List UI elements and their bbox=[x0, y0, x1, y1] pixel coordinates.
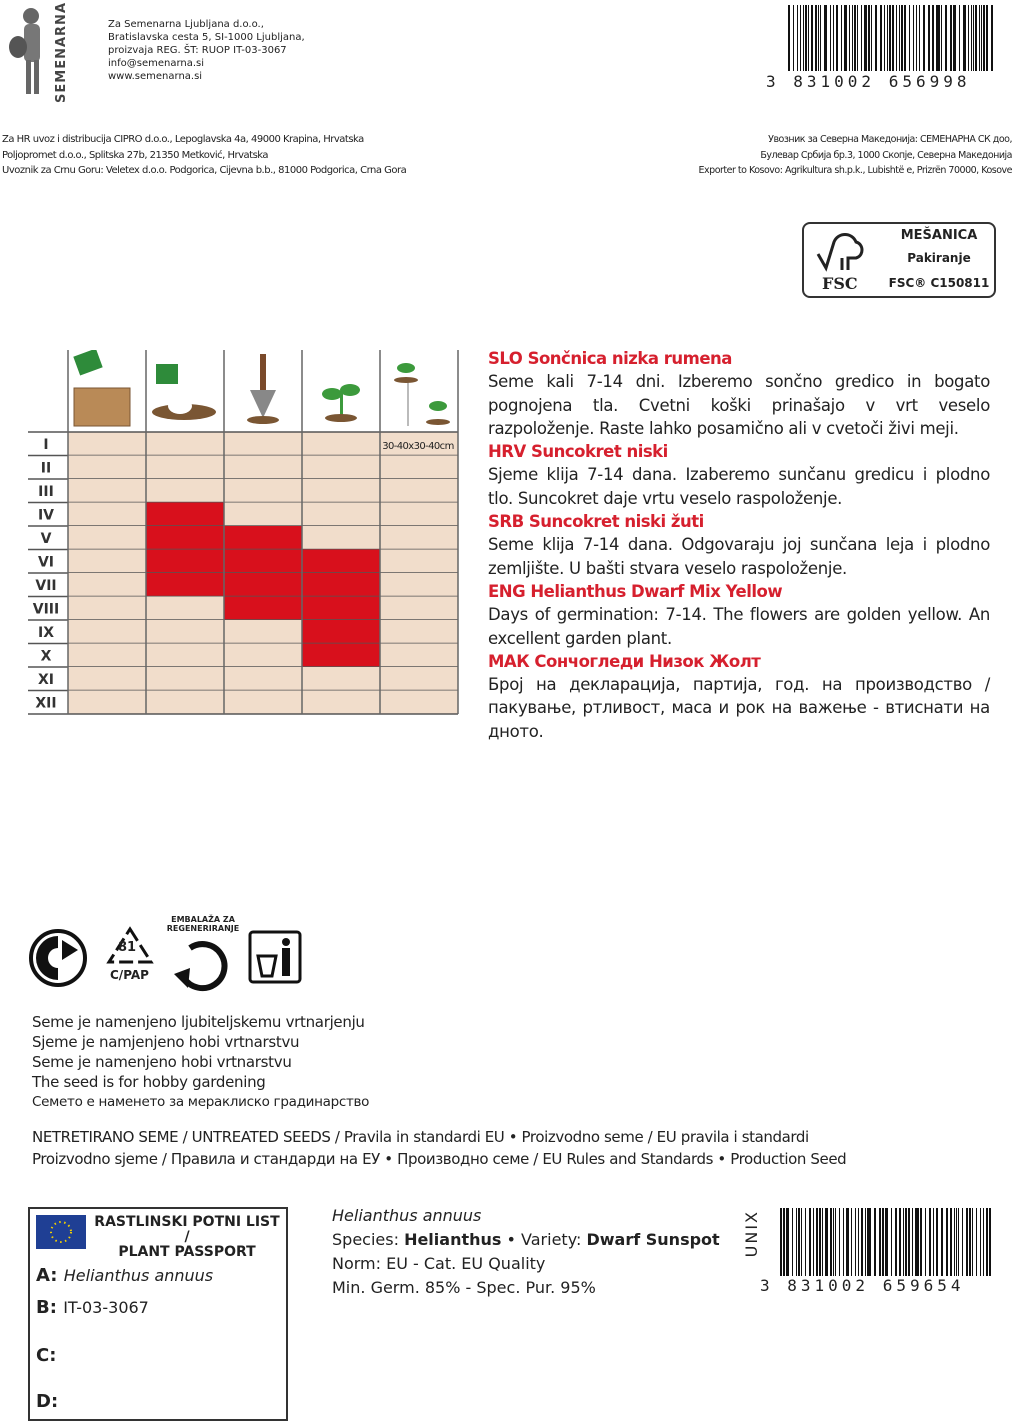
barcode-bar bbox=[899, 1208, 901, 1276]
distributor: Za HR uvoz i distribucija CIPRO d.o.o., Lepoglavska 4a, 49000 Krapina, Hrvatska bbox=[2, 134, 364, 145]
barcode-bar bbox=[818, 5, 820, 71]
email: info@semenarna.si bbox=[108, 58, 205, 69]
barcode-bar bbox=[800, 5, 801, 71]
barcode-bar bbox=[865, 1208, 866, 1276]
lang-text-slo: Seme kali 7-14 dni. Izberemo sončno gredico in bogato pognojena tla. Cvetni koški prinašajo v vrt veselo razpoloženje. Raste lahko posamično ali v cvetoči živi meji. bbox=[488, 372, 990, 438]
barcode-bar bbox=[891, 1208, 893, 1276]
barcode-bar bbox=[815, 5, 817, 71]
label: B: bbox=[36, 1297, 57, 1318]
lang-text-hrv: Sjeme klija 7-14 dana. Izaberemo sunčanu gredicu i plodno tlo. Suncokret daje vrtu veselo raspoloženje. bbox=[488, 465, 990, 508]
barcode-bar bbox=[813, 1208, 814, 1276]
barcode-bar bbox=[875, 5, 877, 71]
passport-b bbox=[36, 1297, 149, 1318]
passport-d: D: bbox=[36, 1391, 59, 1412]
barcode-bar bbox=[887, 5, 889, 71]
calendar-cell bbox=[302, 526, 380, 550]
lang-title-slo: SLO Sončnica nizka rumena bbox=[488, 349, 732, 368]
barcode-bar bbox=[941, 1208, 943, 1276]
seedling-icon bbox=[322, 388, 342, 400]
calendar-cell bbox=[302, 479, 380, 503]
embalaza-label: EMBALAŽA ZA REGENERIRANJE bbox=[166, 915, 240, 933]
company-address bbox=[108, 18, 305, 83]
barcode-bar bbox=[849, 5, 850, 71]
fsc-line1: MEŠANICA bbox=[900, 228, 978, 243]
plant-passport bbox=[28, 1207, 288, 1421]
barcode-bar bbox=[959, 5, 961, 71]
label: A: bbox=[36, 1265, 58, 1286]
barcode-bar bbox=[958, 1208, 959, 1276]
barcode-bar bbox=[892, 5, 894, 71]
website: www.semenarna.si bbox=[108, 71, 203, 82]
calendar-cell bbox=[68, 667, 146, 691]
barcode-bar bbox=[916, 1208, 918, 1276]
lang-title-eng: ENG Helianthus Dwarf Mix Yellow bbox=[488, 581, 783, 601]
barcode-bar bbox=[846, 1208, 848, 1276]
barcode-bar bbox=[867, 1208, 868, 1276]
barcode-bottom bbox=[780, 1208, 992, 1276]
brand-name: SEMENARNA bbox=[54, 2, 69, 103]
barcode-bar bbox=[968, 5, 970, 71]
species-variety bbox=[332, 1228, 720, 1252]
trowel-icon bbox=[247, 416, 279, 424]
barcode-bar bbox=[946, 1208, 948, 1276]
calendar-cell bbox=[68, 597, 146, 621]
calendar-cell-active bbox=[146, 526, 224, 550]
trowel-icon bbox=[260, 354, 266, 390]
calendar-cell bbox=[302, 456, 380, 480]
barcode-bar bbox=[925, 1208, 926, 1276]
calendar-cell bbox=[146, 667, 224, 691]
spacing-label: 30-40x30-40cm bbox=[382, 441, 454, 452]
distributor: Булевар Србија бр.3, 1000 Скопје, Северна Македонија bbox=[760, 149, 1012, 161]
calendar-cell bbox=[380, 597, 458, 621]
barcode-bar bbox=[880, 5, 882, 71]
barcode-bar bbox=[933, 1208, 934, 1276]
plant-spacing-icon bbox=[397, 363, 415, 373]
barcode-bar bbox=[841, 5, 842, 71]
hobby-line: Seme je namenjeno ljubiteljskemu vrtnarjenju bbox=[32, 1013, 365, 1031]
barcode-bar bbox=[991, 5, 993, 71]
passport-a bbox=[36, 1265, 213, 1286]
barcode-bar bbox=[889, 5, 891, 71]
barcode-bar bbox=[979, 5, 980, 71]
calendar-cell bbox=[68, 550, 146, 574]
passport-c: C: bbox=[36, 1345, 57, 1366]
label: Species: bbox=[332, 1230, 399, 1249]
barcode-bar bbox=[792, 1208, 794, 1276]
barcode-bar bbox=[937, 5, 939, 71]
barcode-bar bbox=[896, 5, 897, 71]
distributor: Poljopromet d.o.o., Splitska 27b, 21350 Metković, Hrvatska bbox=[2, 149, 269, 161]
barcode-bar bbox=[833, 1208, 834, 1276]
barcode-bar bbox=[854, 5, 856, 71]
barcode-bar bbox=[920, 1208, 922, 1276]
barcode-bar bbox=[857, 5, 858, 71]
calendar-cell bbox=[68, 503, 146, 527]
lang-title-srb: SRB Suncokret niski žuti bbox=[488, 512, 704, 532]
barcode-bar bbox=[824, 5, 826, 71]
barcode-bar bbox=[972, 1208, 973, 1276]
passport-title-line: RASTLINSKI POTNI LIST / bbox=[94, 1214, 280, 1245]
sowing-seed-packet-icon bbox=[156, 364, 178, 384]
hobby-notice bbox=[32, 1012, 369, 1112]
barcode-bar bbox=[975, 5, 977, 71]
barcode-bar bbox=[809, 1208, 811, 1276]
barcode-bar bbox=[986, 1208, 988, 1276]
month-label: IX bbox=[37, 625, 55, 641]
barcode-bar bbox=[976, 1208, 978, 1276]
seed-standards bbox=[32, 1127, 846, 1170]
barcode-bar bbox=[950, 5, 952, 71]
barcode-bar bbox=[852, 5, 854, 71]
value: Helianthus annuus bbox=[63, 1266, 214, 1285]
lang-title-hrv: HRV Suncokret niski bbox=[488, 442, 668, 462]
barcode-bar bbox=[899, 5, 900, 71]
calendar-cell-active bbox=[302, 644, 380, 668]
month-label: X bbox=[40, 648, 52, 665]
calendar-cell bbox=[224, 479, 302, 503]
calendar-cell-active bbox=[302, 573, 380, 597]
sowing-seed-packet-icon bbox=[168, 398, 192, 414]
month-label: XI bbox=[37, 672, 55, 688]
month-label: I bbox=[43, 437, 49, 453]
seedling-icon bbox=[325, 414, 357, 422]
hobby-line: Sjeme je namjenjeno hobi vrtnarstvu bbox=[32, 1033, 300, 1051]
barcode-bar bbox=[858, 1208, 859, 1276]
calendar-cell bbox=[224, 644, 302, 668]
seedling-icon bbox=[340, 392, 343, 416]
calendar-cell bbox=[68, 620, 146, 644]
barcode-bar bbox=[864, 5, 866, 71]
distributors-left bbox=[2, 132, 406, 179]
calendar-cell bbox=[224, 691, 302, 715]
address-line: proizvaja REG. ŠT: RUOP IT-03-3067 bbox=[108, 45, 287, 56]
barcode-bar bbox=[884, 5, 885, 71]
barcode-bar bbox=[941, 5, 942, 71]
barcode-bar bbox=[908, 1208, 910, 1276]
plant-spacing-icon bbox=[426, 419, 450, 425]
germination: Min. Germ. 85% - Spec. Pur. 95% bbox=[332, 1278, 596, 1297]
barcode-bar bbox=[989, 1208, 991, 1276]
calendar-cell bbox=[68, 456, 146, 480]
calendar-cell bbox=[68, 432, 146, 456]
calendar-cell bbox=[224, 503, 302, 527]
calendar-cell bbox=[380, 644, 458, 668]
barcode-bar bbox=[905, 1208, 907, 1276]
calendar-cell-active bbox=[302, 550, 380, 574]
barcode-bar bbox=[820, 5, 821, 71]
calendar-cell bbox=[302, 432, 380, 456]
month-label: IV bbox=[37, 507, 55, 524]
month-label: VIII bbox=[32, 601, 60, 618]
barcode-bar bbox=[796, 1208, 797, 1276]
plant-spacing-icon bbox=[429, 401, 447, 411]
barcode-bottom-number: 3 831002 659654 bbox=[760, 1276, 965, 1295]
barcode-bar bbox=[851, 1208, 852, 1276]
barcode-bar bbox=[936, 5, 937, 71]
barcode-bar bbox=[830, 5, 832, 71]
eu-flag-icon bbox=[36, 1215, 86, 1249]
calendar-cell bbox=[224, 667, 302, 691]
pap-code: 81 bbox=[118, 940, 137, 955]
calendar-cell bbox=[146, 644, 224, 668]
barcode-bar bbox=[912, 1208, 913, 1276]
calendar-cell bbox=[68, 691, 146, 715]
barcode-bar bbox=[805, 1208, 806, 1276]
barcode-bar bbox=[833, 5, 834, 71]
address-line: Bratislavska cesta 5, SI-1000 Ljubljana, bbox=[108, 32, 305, 43]
description-texts bbox=[488, 347, 990, 743]
latin-name: Helianthus annuus bbox=[332, 1206, 482, 1225]
barcode-bar bbox=[839, 1208, 840, 1276]
lang-text-srb: Seme klija 7-14 dana. Odgovaraju joj sunčana leja i plodno zemljište. U bašti stvara veselo raspoloženje. bbox=[488, 535, 990, 578]
barcode-bar bbox=[874, 1208, 876, 1276]
barcode-bar bbox=[973, 5, 974, 71]
barcode-bar bbox=[936, 1208, 938, 1276]
lang-title-mak: МАК Сончогледи Низок Жолт bbox=[488, 651, 761, 671]
calendar-cell-active bbox=[224, 550, 302, 574]
variety: Dwarf Sunspot bbox=[586, 1230, 720, 1249]
calendar-cell bbox=[380, 456, 458, 480]
barcode-bar bbox=[793, 5, 795, 71]
barcode-bar bbox=[950, 1208, 952, 1276]
barcode-bar bbox=[983, 5, 985, 71]
seed-info bbox=[332, 1204, 720, 1300]
calendar-cell bbox=[146, 456, 224, 480]
calendar-cell bbox=[68, 479, 146, 503]
barcode-bar bbox=[819, 1208, 821, 1276]
barcode-bar bbox=[808, 5, 809, 71]
barcode-bar bbox=[913, 5, 915, 71]
month-label: II bbox=[40, 460, 52, 477]
regeneration-arrow-icon bbox=[170, 938, 230, 994]
barcode-bar bbox=[969, 1208, 971, 1276]
calendar-cell-active bbox=[224, 573, 302, 597]
barcode-bar bbox=[783, 1208, 785, 1276]
calendar-cell bbox=[68, 526, 146, 550]
barcode-bar bbox=[855, 1208, 856, 1276]
calendar-cell bbox=[68, 573, 146, 597]
calendar-cell bbox=[68, 644, 146, 668]
barcode-bar bbox=[956, 1208, 957, 1276]
standards-line: NETRETIRANO SEME / UNTREATED SEEDS / Pravila in standardi EU • Proizvodno seme / EU pravila i standardi bbox=[32, 1128, 809, 1146]
barcode-bar bbox=[895, 1208, 897, 1276]
barcode-bar bbox=[780, 1208, 782, 1276]
barcode-bar bbox=[915, 1208, 916, 1276]
barcode-bar bbox=[909, 5, 910, 71]
calendar-cell-active bbox=[302, 620, 380, 644]
pap-label: C/PAP bbox=[110, 968, 149, 982]
barcode-bar bbox=[835, 1208, 836, 1276]
month-label: V bbox=[40, 531, 52, 547]
calendar-cell-active bbox=[146, 573, 224, 597]
distributor: Uvoznik za Crnu Goru: Veletex d.o.o. Podgorica, Cijevna b.b., 81000 Podgorica, Crna Gora bbox=[2, 165, 407, 176]
fsc-code: FSC® C150811 bbox=[888, 276, 990, 290]
litter-bin-icon bbox=[248, 930, 302, 984]
barcode-bar bbox=[825, 1208, 827, 1276]
barcode-bar bbox=[861, 5, 862, 71]
distributor: Exporter to Kosovo: Agrikultura sh.p.k., Lubishtë e, Prizrën 70000, Kosove bbox=[698, 165, 1012, 176]
hobby-line: The seed is for hobby gardening bbox=[32, 1073, 266, 1091]
calendar-cell bbox=[380, 479, 458, 503]
calendar-cell bbox=[146, 620, 224, 644]
barcode-bar bbox=[923, 5, 925, 71]
barcode-bar bbox=[945, 5, 947, 71]
barcode-bar bbox=[801, 1208, 802, 1276]
value: IT-03-3067 bbox=[63, 1298, 149, 1317]
passport-title-line: PLANT PASSPORT bbox=[118, 1244, 256, 1260]
barcode-bar bbox=[861, 1208, 863, 1276]
barcode-bar bbox=[980, 1208, 981, 1276]
norm: Norm: EU - Cat. EU Quality bbox=[332, 1254, 546, 1273]
barcode-bar bbox=[879, 1208, 881, 1276]
calendar-cell bbox=[380, 620, 458, 644]
barcode-bar bbox=[954, 5, 956, 71]
barcode-bar bbox=[966, 1208, 968, 1276]
sowing-calendar bbox=[28, 350, 460, 716]
barcode-bar bbox=[986, 5, 988, 71]
barcode-top-number: 3 831002 656998 bbox=[766, 72, 971, 91]
barcode-bar bbox=[868, 5, 870, 71]
fsc-tree-icon bbox=[812, 228, 872, 276]
calendar-cell bbox=[380, 526, 458, 550]
barcode-bar bbox=[901, 5, 903, 71]
barcode-bar bbox=[954, 1208, 956, 1276]
fsc-label bbox=[802, 222, 996, 298]
barcode-bar bbox=[885, 1208, 887, 1276]
calendar-cell-active bbox=[224, 597, 302, 621]
month-label: VII bbox=[35, 578, 57, 594]
fsc-line2: Pakiranje bbox=[907, 251, 971, 265]
calendar-cell-active bbox=[302, 597, 380, 621]
address-line: Za Semenarna Ljubljana d.o.o., bbox=[108, 19, 264, 30]
calendar-cell bbox=[146, 597, 224, 621]
barcode-bottom-label: UNIX bbox=[742, 1210, 761, 1258]
barcode-bar bbox=[963, 5, 965, 71]
calendar-cell bbox=[224, 620, 302, 644]
barcode-bar bbox=[929, 1208, 931, 1276]
calendar-cell bbox=[302, 691, 380, 715]
barcode-bar bbox=[932, 5, 934, 71]
calendar-cell bbox=[380, 691, 458, 715]
barcode-bar bbox=[830, 1208, 832, 1276]
barcode-bar bbox=[788, 5, 790, 71]
barcode-bar bbox=[843, 1208, 845, 1276]
barcode-bar bbox=[811, 5, 813, 71]
label: • Variety: bbox=[506, 1230, 582, 1249]
calendar-cell bbox=[224, 456, 302, 480]
calendar-cell bbox=[380, 573, 458, 597]
month-label: XII bbox=[35, 695, 57, 712]
barcode-bar bbox=[904, 5, 906, 71]
green-dot-icon bbox=[28, 928, 88, 988]
calendar-cell bbox=[146, 479, 224, 503]
farmer-logo bbox=[6, 2, 86, 97]
trowel-icon bbox=[250, 390, 276, 418]
passport-title bbox=[90, 1215, 284, 1260]
hobby-line: Seme je namenjeno hobi vrtnarstvu bbox=[32, 1053, 292, 1071]
month-label: VI bbox=[37, 554, 55, 571]
barcode-bar bbox=[798, 1208, 800, 1276]
barcode-top bbox=[788, 5, 996, 71]
barcode-bar bbox=[822, 1208, 823, 1276]
hobby-line: Семето е наменето за мераклиско градинарство bbox=[32, 1094, 370, 1110]
seed-tray-icon bbox=[74, 388, 130, 426]
calendar-cell bbox=[380, 550, 458, 574]
barcode-bar bbox=[803, 5, 805, 71]
month-label: III bbox=[38, 484, 54, 500]
distributors-right bbox=[699, 132, 1012, 179]
barcode-bar bbox=[981, 5, 982, 71]
barcode-bar bbox=[868, 1208, 870, 1276]
calendar-cell bbox=[146, 432, 224, 456]
barcode-bar bbox=[971, 5, 972, 71]
barcode-bar bbox=[983, 1208, 984, 1276]
fsc-logo-text: FSC bbox=[822, 274, 858, 293]
barcode-bar bbox=[797, 5, 798, 71]
plant-spacing-icon bbox=[394, 377, 418, 383]
barcode-bar bbox=[928, 5, 930, 71]
barcode-bar bbox=[882, 1208, 884, 1276]
barcode-bar bbox=[919, 5, 920, 71]
barcode-bar bbox=[786, 1208, 788, 1276]
calendar-cell bbox=[380, 667, 458, 691]
calendar-cell bbox=[146, 691, 224, 715]
barcode-bar bbox=[962, 1208, 963, 1276]
species: Helianthus bbox=[404, 1230, 502, 1249]
calendar-cell bbox=[224, 432, 302, 456]
barcode-bar bbox=[805, 5, 807, 71]
calendar-cell bbox=[302, 503, 380, 527]
barcode-bar bbox=[903, 1208, 905, 1276]
barcode-bar bbox=[836, 5, 838, 71]
calendar-cell-active bbox=[146, 550, 224, 574]
calendar-cell-active bbox=[146, 503, 224, 527]
seed-tray-icon bbox=[73, 350, 102, 376]
barcode-bar bbox=[871, 5, 872, 71]
distributor: Увозник за Северна Македонија: СЕМЕНАРНА СК доо, bbox=[768, 134, 1012, 145]
lang-text-mak: Број на декларација, партија, год. на производство / пакување, ртливост, маса и рок на важење - втиснати на дното. bbox=[488, 675, 990, 741]
calendar-cell bbox=[302, 667, 380, 691]
barcode-bar bbox=[953, 5, 954, 71]
calendar-cell-active bbox=[224, 526, 302, 550]
lang-text-eng: Days of germination: 7-14. The flowers are golden yellow. An excellent garden plant. bbox=[488, 605, 990, 648]
barcode-bar bbox=[844, 5, 846, 71]
standards-line: Proizvodno sjeme / Правила и стандарди на ЕУ • Производно семе / EU Rules and Standards • Production Seed bbox=[32, 1149, 847, 1168]
calendar-cell bbox=[380, 503, 458, 527]
barcode-bar bbox=[916, 5, 917, 71]
barcode-bar bbox=[816, 1208, 818, 1276]
